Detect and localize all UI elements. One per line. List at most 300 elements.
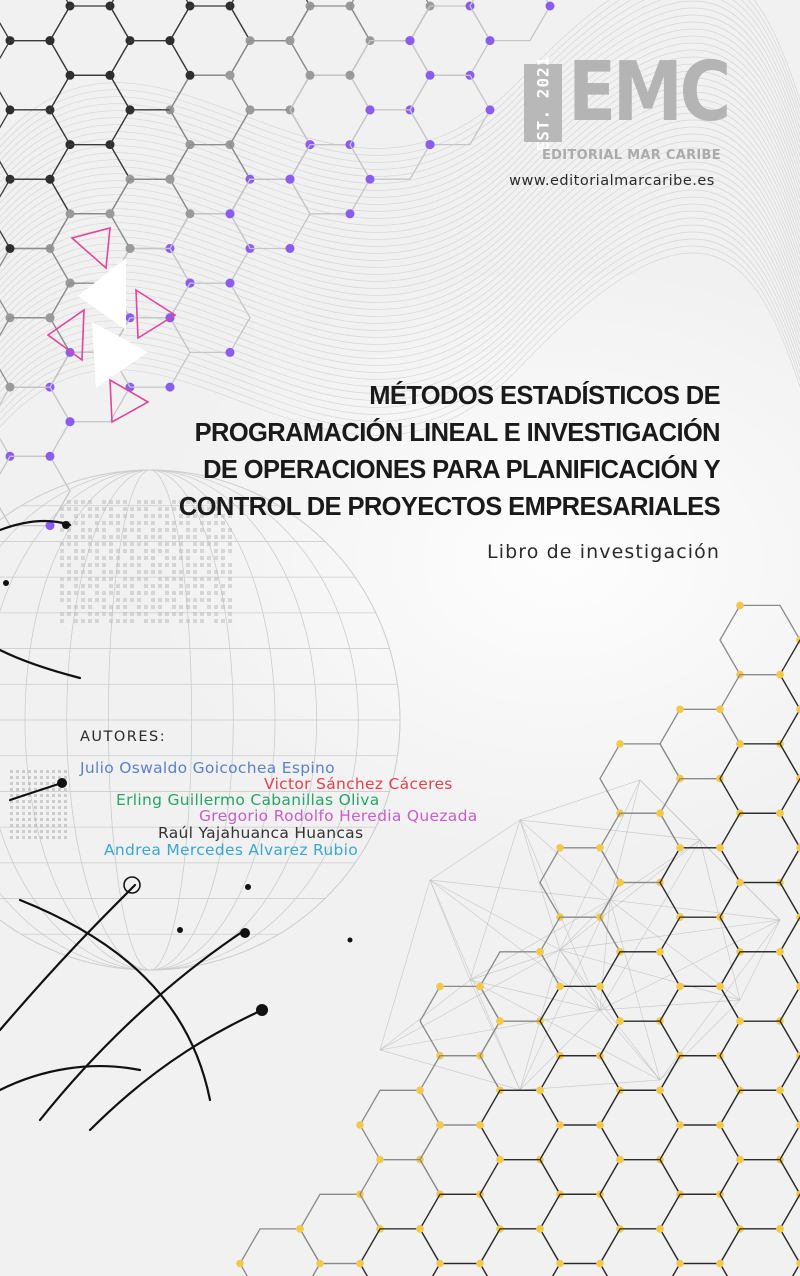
globe-texture-cell (228, 549, 232, 553)
globe-texture-cell (60, 549, 64, 553)
globe-texture-cell (144, 549, 148, 553)
globe-texture-cell (179, 577, 183, 581)
globe-texture-cell (64, 824, 67, 827)
globe-texture-cell (40, 770, 43, 773)
hexagon-node (6, 383, 15, 392)
globe-texture-cell (151, 598, 155, 602)
title-line: DE OPERACIONES PARA PLANIFICACIÓN Y (203, 456, 720, 484)
globe-texture-cell (186, 619, 190, 623)
globe-texture-cell (186, 549, 190, 553)
hexagon-node (286, 36, 295, 45)
globe-texture-cell (116, 535, 120, 539)
globe-texture-cell (200, 549, 204, 553)
globe-texture-cell (193, 598, 197, 602)
globe-texture-cell (95, 563, 99, 567)
hexagon-node (246, 105, 255, 114)
globe-texture-cell (81, 563, 85, 567)
globe-texture-cell (81, 570, 85, 574)
globe-texture-cell (214, 535, 218, 539)
globe-texture-cell (158, 563, 162, 567)
globe-texture-cell (228, 598, 232, 602)
globe-texture-cell (102, 605, 106, 609)
globe-texture-cell (102, 542, 106, 546)
hexagon-node (716, 1260, 724, 1268)
globe-texture-cell (58, 836, 61, 839)
globe-texture-cell (151, 619, 155, 623)
globe-texture-cell (123, 584, 127, 588)
globe-texture-cell (123, 535, 127, 539)
globe-texture-cell (95, 619, 99, 623)
globe-texture-cell (123, 542, 127, 546)
globe-texture-cell (34, 836, 37, 839)
globe-texture-cell (137, 605, 141, 609)
globe-texture-cell (200, 563, 204, 567)
globe-texture-cell (74, 591, 78, 595)
hexagon-node (656, 809, 664, 817)
globe-texture-cell (34, 800, 37, 803)
hexagon-node (676, 844, 684, 852)
globe-texture-cell (172, 591, 176, 595)
globe-texture-cell (193, 542, 197, 546)
hexagon-node (296, 1225, 304, 1233)
book-title (80, 378, 720, 526)
globe-texture-cell (221, 556, 225, 560)
globe-texture-cell (67, 598, 71, 602)
globe-texture-cell (207, 598, 211, 602)
ink-dot (3, 580, 9, 586)
globe-texture-cell (221, 619, 225, 623)
globe-texture-cell (228, 542, 232, 546)
globe-texture-cell (74, 542, 78, 546)
globe-texture-cell (186, 563, 190, 567)
hexagon-node (536, 1087, 544, 1095)
globe-texture-cell (130, 598, 134, 602)
globe-texture-cell (60, 514, 64, 518)
globe-texture-cell (151, 584, 155, 588)
hexagon-node (366, 105, 375, 114)
globe-texture-cell (10, 830, 13, 833)
globe-texture-cell (16, 776, 19, 779)
globe-texture-cell (221, 563, 225, 567)
globe-texture-cell (67, 500, 71, 504)
globe-texture-cell (67, 507, 71, 511)
globe-texture-cell (109, 591, 113, 595)
globe-texture-cell (81, 584, 85, 588)
globe-texture-cell (16, 800, 19, 803)
book-subtitle: Libro de investigación (487, 541, 720, 563)
globe-texture-cell (228, 535, 232, 539)
globe-texture-cell (158, 535, 162, 539)
globe-texture-cell (151, 605, 155, 609)
globe-texture-cell (137, 535, 141, 539)
globe-texture-cell (95, 612, 99, 616)
globe-texture-cell (109, 619, 113, 623)
globe-texture-cell (228, 563, 232, 567)
hexagon-node (286, 175, 295, 184)
globe-texture-cell (40, 776, 43, 779)
globe-texture-cell (67, 591, 71, 595)
globe-texture-cell (214, 577, 218, 581)
globe-texture-cell (179, 612, 183, 616)
hexagon-node (166, 36, 175, 45)
globe-texture-cell (151, 563, 155, 567)
globe-texture-cell (88, 535, 92, 539)
globe-texture-cell (10, 794, 13, 797)
globe-texture-cell (46, 824, 49, 827)
hexagon-node (476, 1260, 484, 1268)
globe-texture-cell (58, 794, 61, 797)
globe-texture-cell (158, 619, 162, 623)
globe-texture-cell (123, 612, 127, 616)
globe-texture-cell (81, 619, 85, 623)
globe-texture-cell (58, 770, 61, 773)
globe-texture-cell (116, 598, 120, 602)
globe-texture-cell (16, 782, 19, 785)
hexagon-node (436, 1121, 444, 1129)
globe-texture-cell (123, 563, 127, 567)
globe-texture-cell (193, 584, 197, 588)
globe-texture-cell (221, 584, 225, 588)
globe-texture-cell (172, 612, 176, 616)
globe-texture-cell (34, 794, 37, 797)
globe-texture-cell (46, 794, 49, 797)
globe-texture-cell (22, 806, 25, 809)
globe-texture-cell (74, 521, 78, 525)
hexagon-node (46, 452, 55, 461)
globe-texture-cell (165, 598, 169, 602)
globe-texture-cell (193, 528, 197, 532)
globe-texture-cell (88, 584, 92, 588)
globe-texture-cell (207, 577, 211, 581)
globe-texture-cell (67, 556, 71, 560)
hexagon-node (356, 1121, 364, 1129)
globe-texture-cell (81, 549, 85, 553)
globe-texture-cell (221, 528, 225, 532)
globe-texture-cell (46, 806, 49, 809)
globe-texture-cell (221, 549, 225, 553)
globe-texture-cell (46, 770, 49, 773)
globe-texture-cell (28, 806, 31, 809)
globe-texture-cell (74, 577, 78, 581)
globe-texture-cell (228, 605, 232, 609)
globe-texture-cell (10, 788, 13, 791)
globe-texture-cell (109, 584, 113, 588)
globe-texture-cell (123, 549, 127, 553)
logo-badge (524, 55, 562, 151)
hexagon-node (436, 1260, 444, 1268)
globe-texture-cell (28, 812, 31, 815)
publisher-name: EDITORIAL MAR CARIBE (542, 148, 721, 163)
globe-texture-cell (74, 605, 78, 609)
globe-texture-cell (172, 542, 176, 546)
logo-text: EMC (568, 45, 728, 140)
globe-texture-cell (102, 556, 106, 560)
globe-texture-cell (67, 542, 71, 546)
globe-texture-cell (28, 824, 31, 827)
globe-texture-cell (186, 556, 190, 560)
globe-texture-cell (40, 782, 43, 785)
globe-texture-cell (116, 619, 120, 623)
hexagon-node (596, 844, 604, 852)
globe-texture-cell (10, 782, 13, 785)
globe-texture-cell (200, 556, 204, 560)
globe-texture-cell (102, 570, 106, 574)
globe-texture-cell (137, 591, 141, 595)
globe-texture-cell (28, 782, 31, 785)
globe-texture-cell (179, 570, 183, 574)
hexagon-node (776, 1225, 784, 1233)
globe-texture-cell (172, 577, 176, 581)
globe-texture-cell (22, 776, 25, 779)
hexagon-node (46, 313, 55, 322)
globe-texture-cell (58, 830, 61, 833)
globe-texture-cell (88, 612, 92, 616)
globe-texture-cell (116, 549, 120, 553)
hexagon-node (236, 1260, 244, 1268)
globe-texture-cell (200, 619, 204, 623)
globe-texture-cell (123, 577, 127, 581)
globe-texture-cell (193, 549, 197, 553)
hexagon-node (186, 209, 195, 218)
globe-texture-cell (172, 563, 176, 567)
hexagon-node (776, 948, 784, 956)
globe-texture-cell (52, 830, 55, 833)
globe-texture-cell (40, 794, 43, 797)
globe-texture-cell (179, 535, 183, 539)
globe-texture-cell (137, 556, 141, 560)
hexagon-node (426, 71, 435, 80)
globe-texture-cell (144, 577, 148, 581)
globe-texture-cell (200, 542, 204, 546)
globe-texture-cell (81, 535, 85, 539)
globe-texture-cell (214, 584, 218, 588)
globe-texture-cell (158, 605, 162, 609)
hexagon-node (306, 71, 315, 80)
globe-texture-cell (22, 800, 25, 803)
globe-texture-cell (200, 612, 204, 616)
globe-texture-cell (52, 788, 55, 791)
hexagon-node (416, 1225, 424, 1233)
author-name: Andrea Mercedes Alvarez Rubio (104, 841, 359, 859)
globe-texture-cell (64, 812, 67, 815)
globe-texture-cell (144, 612, 148, 616)
globe-texture-cell (52, 806, 55, 809)
hexagon-node (776, 809, 784, 817)
hexagon-node (66, 71, 75, 80)
globe-texture-cell (46, 782, 49, 785)
globe-texture-cell (137, 542, 141, 546)
globe-texture-cell (40, 812, 43, 815)
hexagon-node (226, 209, 235, 218)
globe-texture-cell (228, 570, 232, 574)
globe-texture-cell (109, 549, 113, 553)
globe-texture-cell (158, 570, 162, 574)
globe-texture-cell (102, 577, 106, 581)
globe-texture-cell (28, 788, 31, 791)
globe-texture-cell (221, 598, 225, 602)
globe-texture-cell (179, 556, 183, 560)
globe-texture-cell (34, 818, 37, 821)
globe-texture-cell (186, 528, 190, 532)
hexagon-node (486, 36, 495, 45)
globe-texture-cell (228, 619, 232, 623)
globe-texture-cell (67, 535, 71, 539)
globe-texture-cell (193, 563, 197, 567)
globe-texture-cell (130, 549, 134, 553)
ink-dot (348, 938, 353, 943)
globe-texture-cell (123, 528, 127, 532)
globe-texture-cell (102, 535, 106, 539)
globe-texture-cell (221, 605, 225, 609)
hexagon-node (556, 844, 564, 852)
globe-texture-cell (207, 542, 211, 546)
globe-texture-cell (109, 556, 113, 560)
hexagon-node (6, 244, 15, 253)
globe-texture-cell (81, 605, 85, 609)
globe-texture-cell (158, 542, 162, 546)
globe-texture-cell (172, 605, 176, 609)
globe-texture-cell (221, 535, 225, 539)
globe-texture-cell (123, 605, 127, 609)
author-name: Erling Guillermo Cabanillas Oliva (116, 791, 380, 809)
globe-texture-cell (16, 806, 19, 809)
globe-texture-cell (221, 591, 225, 595)
globe-texture-cell (144, 619, 148, 623)
globe-texture-cell (64, 788, 67, 791)
globe-texture-cell (186, 570, 190, 574)
globe-texture-cell (116, 570, 120, 574)
globe-texture-cell (67, 612, 71, 616)
globe-texture-cell (165, 563, 169, 567)
globe-texture-cell (165, 612, 169, 616)
globe-texture-cell (193, 619, 197, 623)
globe-texture-cell (95, 549, 99, 553)
globe-texture-cell (60, 542, 64, 546)
globe-texture-cell (109, 535, 113, 539)
hexagon-node (776, 671, 784, 679)
globe-texture-cell (40, 836, 43, 839)
globe-texture-cell (22, 836, 25, 839)
hexagon-node (416, 1087, 424, 1095)
globe-texture-cell (214, 549, 218, 553)
globe-texture-cell (130, 584, 134, 588)
hexagon-node (226, 71, 235, 80)
ink-dot (62, 521, 70, 529)
hexagon-node (596, 983, 604, 991)
globe-texture-cell (228, 584, 232, 588)
ink-dot (240, 928, 250, 938)
hexagon-node (736, 879, 744, 887)
globe-texture-cell (46, 800, 49, 803)
globe-texture-cell (123, 598, 127, 602)
globe-texture-cell (34, 824, 37, 827)
globe-texture-cell (102, 528, 106, 532)
publisher-website: www.editorialmarcaribe.es (509, 173, 715, 189)
hexagon-node (556, 1121, 564, 1129)
hexagon-node (496, 1156, 504, 1164)
globe-texture-cell (60, 598, 64, 602)
globe-texture-cell (207, 591, 211, 595)
hexagon-node (46, 36, 55, 45)
hexagon-node (616, 1017, 624, 1025)
globe-texture-cell (46, 776, 49, 779)
globe-texture-cell (40, 818, 43, 821)
globe-texture-cell (81, 528, 85, 532)
globe-texture-cell (52, 776, 55, 779)
hexagon-node (596, 1121, 604, 1129)
hexagon-node (226, 279, 235, 288)
globe-texture-cell (95, 528, 99, 532)
hexagon-node (186, 71, 195, 80)
globe-texture-cell (130, 619, 134, 623)
hexagon-node (776, 1087, 784, 1095)
hexagon-node (656, 1225, 664, 1233)
globe-texture-cell (116, 605, 120, 609)
globe-texture-cell (144, 570, 148, 574)
ink-dot (256, 1004, 268, 1016)
hexagon-node (656, 948, 664, 956)
hexagon-node (716, 1121, 724, 1129)
hexagon-node (616, 1156, 624, 1164)
globe-texture-cell (130, 556, 134, 560)
globe-texture-cell (52, 770, 55, 773)
globe-texture-cell (88, 563, 92, 567)
globe-texture-cell (81, 598, 85, 602)
globe-texture-cell (158, 598, 162, 602)
hexagon-node (616, 879, 624, 887)
globe-texture-cell (207, 605, 211, 609)
globe-texture-cell (165, 542, 169, 546)
globe-texture-cell (207, 556, 211, 560)
globe-texture-cell (165, 549, 169, 553)
hexagon-node (676, 1260, 684, 1268)
globe-texture-cell (60, 563, 64, 567)
globe-texture-cell (64, 836, 67, 839)
globe-texture-cell (172, 535, 176, 539)
author-name: Julio Oswaldo Goicochea Espino (80, 759, 335, 777)
globe-texture-cell (95, 584, 99, 588)
globe-texture-cell (214, 542, 218, 546)
globe-texture-cell (60, 619, 64, 623)
globe-texture-cell (22, 818, 25, 821)
hexagon-node (476, 1121, 484, 1129)
globe-texture-cell (109, 577, 113, 581)
globe-texture-cell (60, 528, 64, 532)
globe-texture-cell (109, 570, 113, 574)
globe-texture-cell (22, 770, 25, 773)
globe-texture-cell (165, 591, 169, 595)
globe-texture-cell (144, 556, 148, 560)
globe-texture-cell (22, 812, 25, 815)
hexagon-node (736, 1017, 744, 1025)
globe-texture-cell (207, 528, 211, 532)
ink-dot (177, 927, 183, 933)
globe-texture-cell (10, 818, 13, 821)
globe-texture-cell (165, 577, 169, 581)
globe-texture-cell (109, 612, 113, 616)
hexagon-node (736, 1156, 744, 1164)
globe-texture-cell (60, 584, 64, 588)
globe-texture-cell (193, 570, 197, 574)
globe-texture-cell (158, 549, 162, 553)
globe-texture-cell (52, 812, 55, 815)
globe-texture-cell (158, 577, 162, 581)
hexagon-node (316, 1260, 324, 1268)
globe-texture-cell (60, 591, 64, 595)
author-name: Raúl Yajahuanca Huancas (158, 824, 364, 842)
globe-texture-cell (172, 556, 176, 560)
globe-texture-cell (34, 770, 37, 773)
